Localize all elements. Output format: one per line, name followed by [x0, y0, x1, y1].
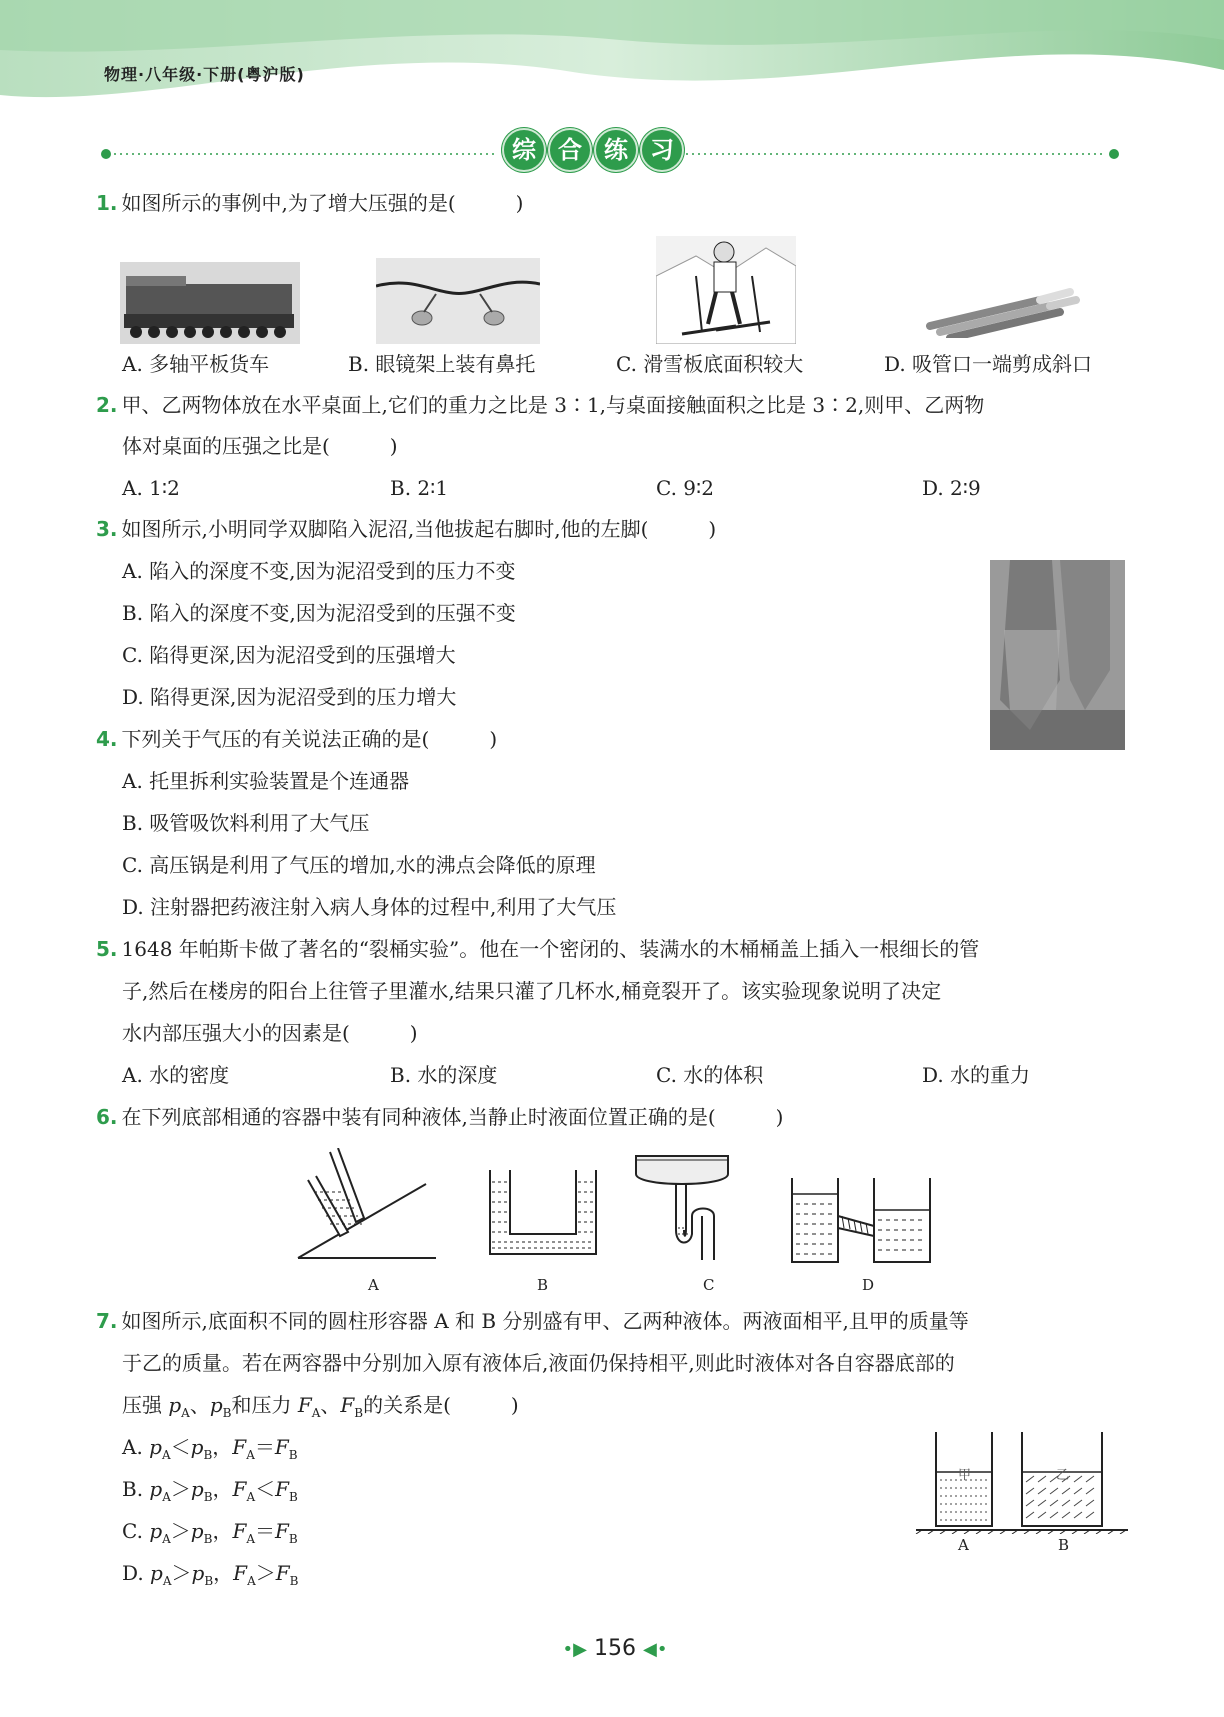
q4-option-a: A. 托里拆利实验装置是个连通器: [122, 769, 410, 793]
question-4: [96, 726, 497, 752]
q4-option-b: B. 吸管吸饮料利用了大气压: [122, 811, 370, 835]
header-title: 物理·八年级·下册(粤沪版): [104, 65, 305, 84]
container-figure-d: [788, 1176, 934, 1264]
container-figure-c: [632, 1150, 732, 1262]
question-text: 如图所示,小明同学双脚陷入泥沼,当他拔起右脚时,他的左脚( ): [121, 517, 717, 541]
q5-option-b: B. 水的深度: [390, 1063, 498, 1087]
container-figure-a: [296, 1148, 446, 1260]
question-2: [96, 392, 984, 418]
straws-image: [920, 282, 1080, 338]
question-text: 甲、乙两物体放在水平桌面上,它们的重力之比是 3∶1,与桌面接触面积之比是 3∶2,则甲、乙两物: [121, 393, 985, 417]
left-arrow-icon: ◀•: [643, 1639, 668, 1660]
question-5: [96, 936, 979, 962]
figure-label-b: B: [537, 1276, 549, 1294]
q3-option-d: D. 陷得更深,因为泥沼受到的压力增大: [122, 685, 457, 709]
q2-option-c: C. 9∶2: [656, 476, 714, 500]
container-figure-b: [486, 1168, 600, 1258]
question-text-pre: 压强: [122, 1393, 169, 1417]
question-5-line2: 子,然后在楼房的阳台上往管子里灌水,结果只灌了几杯水,桶竟裂开了。该实验现象说明了决定: [122, 979, 942, 1003]
flatbed-truck-image: [120, 262, 300, 344]
q4-option-c: C. 高压锅是利用了气压的增加,水的沸点会降低的原理: [122, 853, 596, 877]
question-number: 3.: [96, 517, 118, 541]
section-title-char: 合: [548, 128, 592, 172]
question-number: 2.: [96, 393, 118, 417]
question-7: [96, 1308, 969, 1334]
q1-option-c: C. 滑雪板底面积较大: [616, 352, 804, 376]
question-text: 下列关于气压的有关说法正确的是( ): [121, 727, 498, 751]
q7-option-a: A. $p_A<p_B$，$F_A=F_B$: [122, 1435, 298, 1462]
q5-option-c: C. 水的体积: [656, 1063, 764, 1087]
question-text-post: 的关系是( ): [363, 1393, 519, 1417]
section-title-char: 习: [640, 128, 684, 172]
header-banner: [0, 0, 1224, 120]
question-text: 在下列底部相通的容器中装有同种液体,当静止时液面位置正确的是( ): [121, 1105, 784, 1129]
question-3: [96, 516, 716, 542]
right-arrow-icon: •▶: [562, 1639, 587, 1660]
figure-label-a: A: [368, 1276, 379, 1294]
question-text: 如图所示的事例中,为了增大压强的是( ): [121, 191, 524, 215]
q5-option-d: D. 水的重力: [922, 1063, 1031, 1087]
liquid-label-jia: 甲: [958, 1468, 972, 1483]
question-number: 6.: [96, 1105, 118, 1129]
question-text: 如图所示,底面积不同的圆柱形容器 A 和 B 分别盛有甲、乙两种液体。两液面相平,且甲的质量等: [121, 1309, 969, 1333]
section-title-char: 综: [502, 128, 546, 172]
q4-option-d: D. 注射器把药液注射入病人身体的过程中,利用了大气压: [122, 895, 617, 919]
q1-option-d: D. 吸管口一端剪成斜口: [884, 352, 1093, 376]
question-7-line3: 压强 $p_A$、$p_B$和压力 $F_A$、$F_B$的关系是( ): [122, 1393, 519, 1420]
section-title-char: 练: [594, 128, 638, 172]
figure-label-c: C: [703, 1276, 715, 1294]
glasses-image: [376, 258, 540, 344]
question-number: 5.: [96, 937, 118, 961]
page-number-text: 156: [594, 1636, 636, 1661]
figure-label-d: D: [862, 1276, 875, 1294]
q2-option-b: B. 2∶1: [390, 476, 449, 500]
q5-option-a: A. 水的密度: [122, 1063, 230, 1087]
q3-option-b: B. 陷入的深度不变,因为泥沼受到的压强不变: [122, 601, 516, 625]
skier-image: [656, 236, 796, 344]
question-text: 1648 年帕斯卡做了著名的“裂桶实验”。他在一个密闭的、装满水的木桶桶盖上插入一根细长的管: [121, 937, 980, 961]
section-title: [502, 128, 684, 174]
q7-option-c: C. $p_A>p_B$，$F_A=F_B$: [122, 1519, 298, 1546]
q1-option-b: B. 眼镜架上装有鼻托: [348, 352, 536, 376]
question-1: [96, 190, 523, 216]
liquid-label-yi: 乙: [1056, 1468, 1070, 1483]
figure-label-a: A: [958, 1536, 969, 1554]
q3-option-a: A. 陷入的深度不变,因为泥沼受到的压力不变: [122, 559, 516, 583]
cylinders-figure: [914, 1430, 1130, 1534]
q3-option-c: C. 陷得更深,因为泥沼受到的压强增大: [122, 643, 456, 667]
q1-option-a: A. 多轴平板货车: [122, 352, 270, 376]
question-6: [96, 1104, 783, 1130]
q2-option-a: A. 1∶2: [122, 476, 180, 500]
page-number: [540, 1636, 690, 1661]
question-number: 7.: [96, 1309, 118, 1333]
question-7-line2: 于乙的质量。若在两容器中分别加入原有液体后,液面仍保持相平,则此时液体对各自容器底部的: [122, 1351, 955, 1375]
question-number: 1.: [96, 191, 118, 215]
question-2-line2: 体对桌面的压强之比是( ): [122, 434, 398, 458]
question-5-line3: 水内部压强大小的因素是( ): [122, 1021, 418, 1045]
q2-option-d: D. 2∶9: [922, 476, 981, 500]
q7-option-b: B. $p_A>p_B$，$F_A<F_B$: [122, 1477, 298, 1504]
q7-option-d: D. $p_A>p_B$，$F_A>F_B$: [122, 1561, 299, 1588]
figure-label-b: B: [1058, 1536, 1070, 1554]
question-number: 4.: [96, 727, 118, 751]
mud-feet-image: [990, 560, 1125, 750]
